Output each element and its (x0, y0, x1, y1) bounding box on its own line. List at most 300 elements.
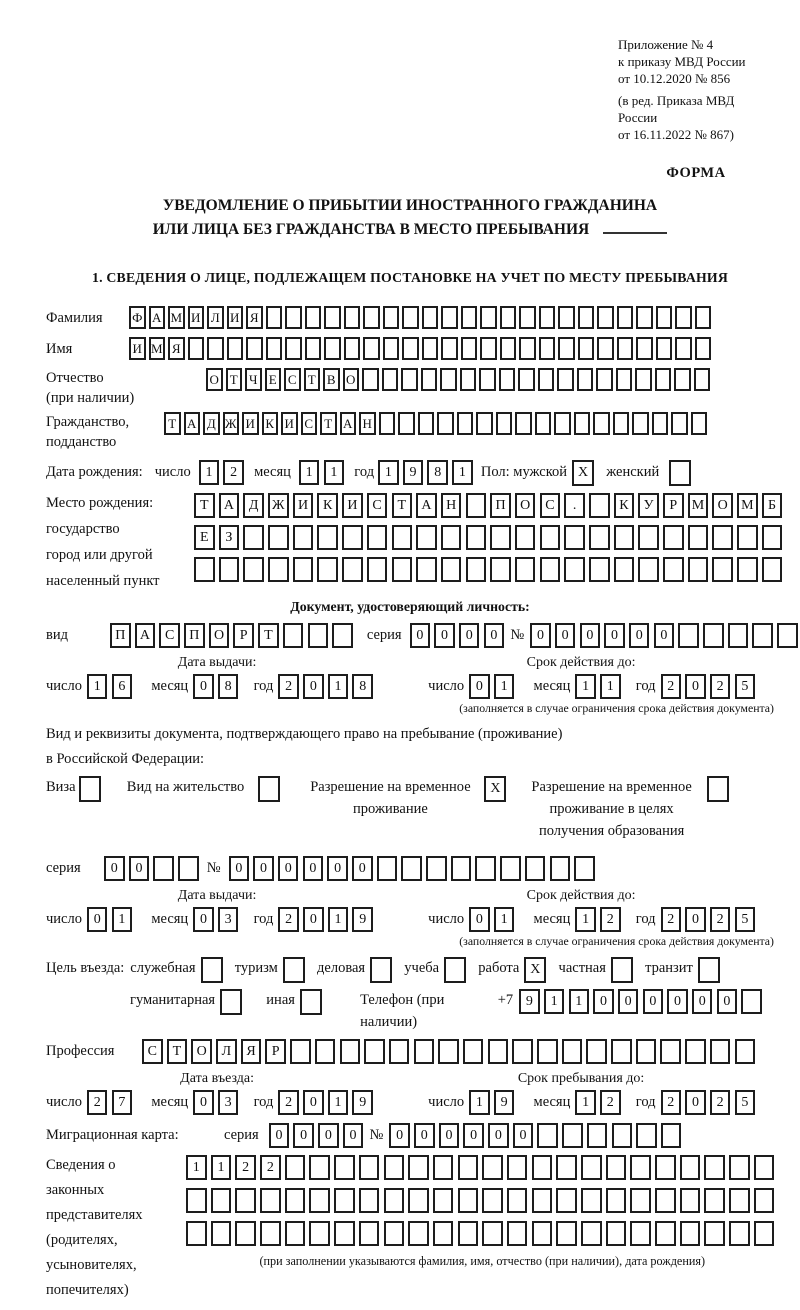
char-box[interactable] (408, 1221, 429, 1246)
char-box[interactable] (695, 306, 712, 329)
char-box[interactable] (344, 306, 361, 329)
checkbox-cell[interactable] (201, 957, 223, 983)
char-box[interactable] (367, 557, 388, 582)
char-box[interactable] (540, 557, 561, 582)
char-box[interactable] (268, 557, 289, 582)
char-box[interactable]: 0 (293, 1123, 314, 1148)
char-box[interactable]: Ж (223, 412, 240, 435)
char-box[interactable] (578, 306, 595, 329)
char-box[interactable] (480, 306, 497, 329)
char-box[interactable]: 1 (328, 1090, 349, 1115)
char-box[interactable] (680, 1221, 701, 1246)
char-box[interactable]: И (242, 412, 259, 435)
char-box[interactable]: Н (359, 412, 376, 435)
checkbox-cell[interactable] (698, 957, 720, 983)
char-box[interactable] (359, 1221, 380, 1246)
char-box[interactable] (482, 1188, 503, 1213)
char-box[interactable]: 6 (112, 674, 133, 699)
char-box[interactable]: 0 (667, 989, 688, 1014)
char-box[interactable] (663, 557, 684, 582)
char-box[interactable] (416, 525, 437, 550)
char-box[interactable] (616, 368, 633, 391)
char-box[interactable] (777, 623, 798, 648)
char-box[interactable] (636, 306, 653, 329)
char-box[interactable]: С (301, 412, 318, 435)
char-box[interactable]: Т (226, 368, 243, 391)
char-box[interactable]: 2 (600, 1090, 621, 1115)
char-box[interactable]: 2 (235, 1155, 256, 1180)
char-box[interactable]: Т (164, 412, 181, 435)
char-box[interactable] (309, 1155, 330, 1180)
checkbox-cell[interactable] (258, 776, 280, 802)
char-box[interactable] (305, 337, 322, 360)
char-box[interactable]: 0 (463, 1123, 484, 1148)
char-box[interactable] (266, 306, 283, 329)
char-box[interactable] (754, 1155, 775, 1180)
char-box[interactable]: 9 (352, 907, 373, 932)
char-box[interactable]: 1 (328, 907, 349, 932)
char-box[interactable]: 8 (218, 674, 239, 699)
char-box[interactable] (656, 337, 673, 360)
char-box[interactable] (402, 337, 419, 360)
char-box[interactable] (554, 412, 571, 435)
char-box[interactable] (612, 1123, 633, 1148)
char-box[interactable]: 9 (494, 1090, 515, 1115)
char-box[interactable]: М (149, 337, 166, 360)
char-box[interactable]: 0 (580, 623, 601, 648)
char-box[interactable] (317, 557, 338, 582)
char-box[interactable]: 7 (112, 1090, 133, 1115)
char-box[interactable]: 0 (193, 907, 214, 932)
char-box[interactable] (675, 337, 692, 360)
char-box[interactable]: 3 (218, 907, 239, 932)
char-box[interactable] (207, 337, 224, 360)
char-box[interactable]: . (564, 493, 585, 518)
char-box[interactable] (538, 368, 555, 391)
char-box[interactable]: 2 (661, 1090, 682, 1115)
char-box[interactable] (656, 306, 673, 329)
char-box[interactable] (688, 525, 709, 550)
char-box[interactable]: Н (441, 493, 462, 518)
char-box[interactable]: Т (392, 493, 413, 518)
char-box[interactable] (606, 1188, 627, 1213)
char-box[interactable]: А (219, 493, 240, 518)
char-box[interactable] (586, 1039, 607, 1064)
char-box[interactable] (578, 337, 595, 360)
char-box[interactable] (660, 1039, 681, 1064)
char-box[interactable] (632, 412, 649, 435)
char-box[interactable] (315, 1039, 336, 1064)
char-box[interactable] (463, 1039, 484, 1064)
char-box[interactable] (532, 1188, 553, 1213)
char-box[interactable] (441, 306, 458, 329)
char-box[interactable] (635, 368, 652, 391)
char-box[interactable]: 2 (661, 907, 682, 932)
char-box[interactable] (597, 306, 614, 329)
char-box[interactable] (752, 623, 773, 648)
char-box[interactable]: 5 (735, 1090, 756, 1115)
char-box[interactable] (317, 525, 338, 550)
char-box[interactable]: 0 (303, 1090, 324, 1115)
char-box[interactable] (211, 1221, 232, 1246)
char-box[interactable]: 0 (459, 623, 480, 648)
char-box[interactable] (437, 412, 454, 435)
char-box[interactable] (562, 1039, 583, 1064)
char-box[interactable] (499, 368, 516, 391)
char-box[interactable]: 1 (569, 989, 590, 1014)
char-box[interactable]: И (281, 412, 298, 435)
char-box[interactable]: И (342, 493, 363, 518)
char-box[interactable] (235, 1188, 256, 1213)
char-box[interactable] (636, 1039, 657, 1064)
char-box[interactable]: 0 (593, 989, 614, 1014)
char-box[interactable]: З (219, 525, 240, 550)
char-box[interactable]: 2 (87, 1090, 108, 1115)
char-box[interactable] (735, 1039, 756, 1064)
checkbox-cell[interactable] (444, 957, 466, 983)
char-box[interactable] (741, 989, 762, 1014)
char-box[interactable] (466, 493, 487, 518)
char-box[interactable]: 0 (410, 623, 431, 648)
char-box[interactable]: 0 (484, 623, 505, 648)
char-box[interactable] (490, 557, 511, 582)
char-box[interactable] (704, 1221, 725, 1246)
char-box[interactable]: С (367, 493, 388, 518)
char-box[interactable] (671, 412, 688, 435)
char-box[interactable]: 1 (199, 460, 220, 485)
char-box[interactable] (359, 1188, 380, 1213)
char-box[interactable] (589, 557, 610, 582)
char-box[interactable] (243, 557, 264, 582)
char-box[interactable]: 0 (193, 674, 214, 699)
char-box[interactable] (564, 525, 585, 550)
char-box[interactable] (246, 337, 263, 360)
char-box[interactable]: М (737, 493, 758, 518)
char-box[interactable] (515, 412, 532, 435)
char-box[interactable]: Т (194, 493, 215, 518)
char-box[interactable] (703, 623, 724, 648)
char-box[interactable] (290, 1039, 311, 1064)
char-box[interactable]: 0 (253, 856, 274, 881)
char-box[interactable] (564, 557, 585, 582)
char-box[interactable] (219, 557, 240, 582)
char-box[interactable] (525, 856, 546, 881)
char-box[interactable] (500, 306, 517, 329)
char-box[interactable] (377, 856, 398, 881)
char-box[interactable] (712, 525, 733, 550)
char-box[interactable] (710, 1039, 731, 1064)
char-box[interactable] (680, 1188, 701, 1213)
char-box[interactable] (384, 1155, 405, 1180)
char-box[interactable]: 2 (710, 674, 731, 699)
char-box[interactable]: 0 (629, 623, 650, 648)
char-box[interactable]: Т (304, 368, 321, 391)
char-box[interactable] (496, 412, 513, 435)
char-box[interactable]: В (323, 368, 340, 391)
char-box[interactable] (283, 623, 304, 648)
char-box[interactable]: Л (216, 1039, 237, 1064)
char-box[interactable] (482, 1221, 503, 1246)
char-box[interactable]: 0 (618, 989, 639, 1014)
char-box[interactable] (691, 412, 708, 435)
char-box[interactable] (581, 1221, 602, 1246)
char-box[interactable] (211, 1188, 232, 1213)
char-box[interactable] (762, 525, 783, 550)
char-box[interactable]: Ч (245, 368, 262, 391)
char-box[interactable] (532, 1155, 553, 1180)
char-box[interactable] (227, 337, 244, 360)
char-box[interactable]: 1 (544, 989, 565, 1014)
char-box[interactable]: 1 (452, 460, 473, 485)
char-box[interactable]: Я (168, 337, 185, 360)
char-box[interactable]: 9 (352, 1090, 373, 1115)
char-box[interactable] (737, 557, 758, 582)
char-box[interactable]: С (142, 1039, 163, 1064)
char-box[interactable] (674, 368, 691, 391)
char-box[interactable]: О (209, 623, 230, 648)
char-box[interactable] (383, 306, 400, 329)
checkbox-cell[interactable] (283, 957, 305, 983)
char-box[interactable] (440, 368, 457, 391)
char-box[interactable]: Д (203, 412, 220, 435)
char-box[interactable] (194, 557, 215, 582)
char-box[interactable] (451, 856, 472, 881)
char-box[interactable] (596, 368, 613, 391)
char-box[interactable] (606, 1221, 627, 1246)
char-box[interactable] (441, 337, 458, 360)
char-box[interactable] (342, 557, 363, 582)
char-box[interactable] (729, 1188, 750, 1213)
char-box[interactable] (729, 1155, 750, 1180)
char-box[interactable] (235, 1221, 256, 1246)
char-box[interactable] (324, 337, 341, 360)
char-box[interactable] (421, 368, 438, 391)
char-box[interactable] (558, 337, 575, 360)
char-box[interactable]: М (168, 306, 185, 329)
char-box[interactable]: 0 (278, 856, 299, 881)
char-box[interactable] (363, 337, 380, 360)
char-box[interactable]: Р (233, 623, 254, 648)
char-box[interactable] (422, 337, 439, 360)
char-box[interactable] (480, 337, 497, 360)
checkbox-cell[interactable] (707, 776, 729, 802)
char-box[interactable] (408, 1155, 429, 1180)
char-box[interactable]: 1 (186, 1155, 207, 1180)
char-box[interactable] (685, 1039, 706, 1064)
char-box[interactable] (512, 1039, 533, 1064)
char-box[interactable] (678, 623, 699, 648)
char-box[interactable]: К (262, 412, 279, 435)
char-box[interactable] (636, 337, 653, 360)
char-box[interactable] (630, 1188, 651, 1213)
char-box[interactable] (519, 337, 536, 360)
char-box[interactable] (293, 557, 314, 582)
checkbox-cell[interactable]: X (524, 957, 546, 983)
char-box[interactable]: Б (762, 493, 783, 518)
char-box[interactable]: 1 (600, 674, 621, 699)
char-box[interactable] (597, 337, 614, 360)
char-box[interactable]: 0 (643, 989, 664, 1014)
char-box[interactable]: 2 (278, 907, 299, 932)
char-box[interactable] (186, 1221, 207, 1246)
char-box[interactable] (384, 1188, 405, 1213)
char-box[interactable] (535, 412, 552, 435)
char-box[interactable]: 2 (260, 1155, 281, 1180)
char-box[interactable]: 0 (414, 1123, 435, 1148)
char-box[interactable]: 1 (299, 460, 320, 485)
char-box[interactable] (515, 525, 536, 550)
char-box[interactable]: 0 (318, 1123, 339, 1148)
char-box[interactable]: О (191, 1039, 212, 1064)
char-box[interactable]: 0 (692, 989, 713, 1014)
char-box[interactable]: А (184, 412, 201, 435)
char-box[interactable]: С (284, 368, 301, 391)
char-box[interactable]: 1 (494, 674, 515, 699)
char-box[interactable]: 0 (488, 1123, 509, 1148)
char-box[interactable]: К (614, 493, 635, 518)
char-box[interactable]: 0 (193, 1090, 214, 1115)
char-box[interactable] (293, 525, 314, 550)
char-box[interactable]: 8 (352, 674, 373, 699)
char-box[interactable] (438, 1039, 459, 1064)
char-box[interactable] (617, 337, 634, 360)
char-box[interactable] (266, 337, 283, 360)
char-box[interactable] (507, 1188, 528, 1213)
char-box[interactable] (178, 856, 199, 881)
char-box[interactable] (694, 368, 711, 391)
char-box[interactable] (574, 856, 595, 881)
char-box[interactable] (500, 856, 521, 881)
char-box[interactable]: 0 (685, 1090, 706, 1115)
char-box[interactable] (426, 856, 447, 881)
char-box[interactable] (342, 525, 363, 550)
char-box[interactable] (479, 368, 496, 391)
char-box[interactable] (364, 1039, 385, 1064)
char-box[interactable]: У (638, 493, 659, 518)
char-box[interactable]: 3 (218, 1090, 239, 1115)
char-box[interactable] (382, 368, 399, 391)
char-box[interactable] (737, 525, 758, 550)
char-box[interactable]: 0 (469, 907, 490, 932)
char-box[interactable] (537, 1039, 558, 1064)
char-box[interactable]: 2 (278, 1090, 299, 1115)
char-box[interactable] (433, 1155, 454, 1180)
char-box[interactable]: 1 (87, 674, 108, 699)
char-box[interactable]: И (227, 306, 244, 329)
char-box[interactable]: 0 (685, 674, 706, 699)
char-box[interactable] (384, 1221, 405, 1246)
checkbox-cell[interactable] (79, 776, 101, 802)
char-box[interactable] (367, 525, 388, 550)
char-box[interactable]: С (540, 493, 561, 518)
char-box[interactable] (704, 1188, 725, 1213)
checkbox-cell[interactable] (300, 989, 322, 1015)
char-box[interactable]: Я (246, 306, 263, 329)
char-box[interactable] (334, 1221, 355, 1246)
char-box[interactable] (655, 1155, 676, 1180)
char-box[interactable]: 2 (223, 460, 244, 485)
char-box[interactable]: М (688, 493, 709, 518)
char-box[interactable] (285, 1188, 306, 1213)
char-box[interactable] (507, 1155, 528, 1180)
char-box[interactable] (519, 306, 536, 329)
char-box[interactable] (305, 306, 322, 329)
char-box[interactable] (490, 525, 511, 550)
char-box[interactable] (754, 1221, 775, 1246)
char-box[interactable]: 0 (352, 856, 373, 881)
char-box[interactable] (466, 525, 487, 550)
char-box[interactable]: Т (320, 412, 337, 435)
char-box[interactable]: 2 (661, 674, 682, 699)
char-box[interactable]: 0 (513, 1123, 534, 1148)
char-box[interactable] (268, 525, 289, 550)
char-box[interactable] (611, 1039, 632, 1064)
char-box[interactable]: И (293, 493, 314, 518)
char-box[interactable] (587, 1123, 608, 1148)
char-box[interactable]: 0 (303, 856, 324, 881)
char-box[interactable] (260, 1188, 281, 1213)
char-box[interactable] (655, 1188, 676, 1213)
char-box[interactable]: 0 (439, 1123, 460, 1148)
char-box[interactable] (285, 1155, 306, 1180)
char-box[interactable] (285, 1221, 306, 1246)
char-box[interactable] (457, 412, 474, 435)
char-box[interactable] (606, 1155, 627, 1180)
char-box[interactable] (458, 1221, 479, 1246)
char-box[interactable]: А (149, 306, 166, 329)
char-box[interactable] (188, 337, 205, 360)
char-box[interactable] (754, 1188, 775, 1213)
char-box[interactable]: 0 (129, 856, 150, 881)
char-box[interactable] (401, 856, 422, 881)
char-box[interactable]: 0 (104, 856, 125, 881)
char-box[interactable] (392, 525, 413, 550)
char-box[interactable] (344, 337, 361, 360)
char-box[interactable] (441, 557, 462, 582)
char-box[interactable]: 0 (555, 623, 576, 648)
char-box[interactable] (363, 306, 380, 329)
char-box[interactable]: 0 (530, 623, 551, 648)
char-box[interactable]: Л (207, 306, 224, 329)
char-box[interactable] (556, 1155, 577, 1180)
char-box[interactable]: 0 (654, 623, 675, 648)
char-box[interactable] (537, 1123, 558, 1148)
char-box[interactable] (581, 1188, 602, 1213)
char-box[interactable]: 2 (278, 674, 299, 699)
char-box[interactable] (577, 368, 594, 391)
char-box[interactable]: Р (265, 1039, 286, 1064)
checkbox-cell[interactable]: X (484, 776, 506, 802)
char-box[interactable]: 0 (389, 1123, 410, 1148)
char-box[interactable]: 2 (710, 907, 731, 932)
checkbox-cell[interactable] (220, 989, 242, 1015)
char-box[interactable] (558, 306, 575, 329)
char-box[interactable] (507, 1221, 528, 1246)
char-box[interactable]: И (129, 337, 146, 360)
char-box[interactable] (379, 412, 396, 435)
char-box[interactable]: 1 (211, 1155, 232, 1180)
char-box[interactable] (340, 1039, 361, 1064)
char-box[interactable] (589, 525, 610, 550)
char-box[interactable] (153, 856, 174, 881)
char-box[interactable]: 2 (710, 1090, 731, 1115)
checkbox-cell[interactable] (611, 957, 633, 983)
char-box[interactable] (704, 1155, 725, 1180)
char-box[interactable] (630, 1155, 651, 1180)
char-box[interactable] (392, 557, 413, 582)
char-box[interactable] (383, 337, 400, 360)
char-box[interactable]: Т (258, 623, 279, 648)
